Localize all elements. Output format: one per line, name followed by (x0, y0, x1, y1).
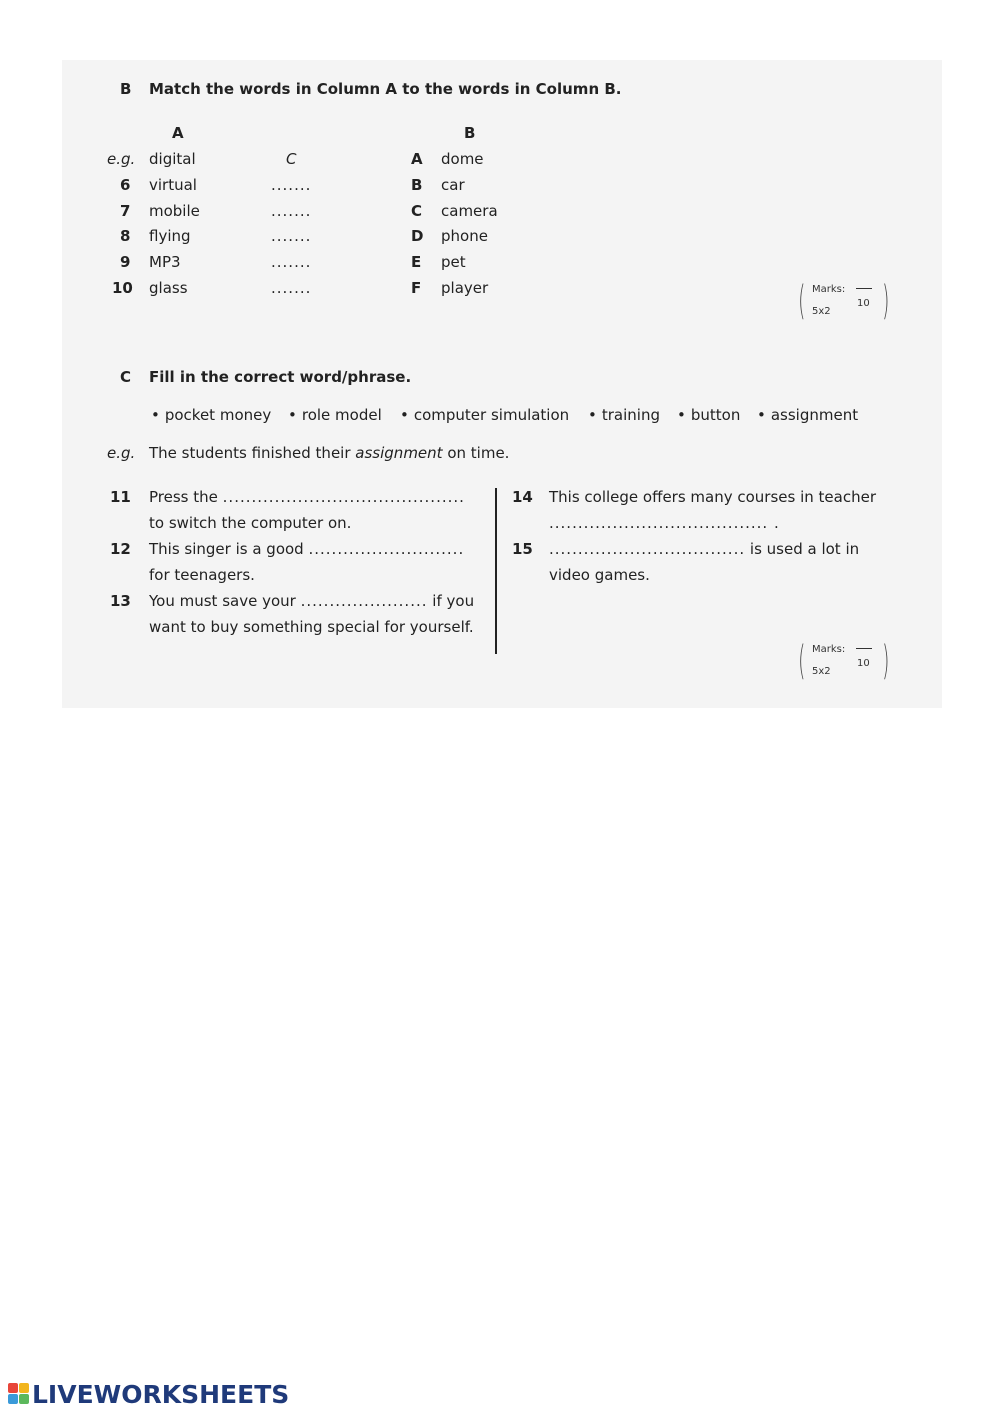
answer-blank[interactable]: ...................................... . (549, 514, 780, 532)
bullet-icon: • (288, 406, 297, 424)
match-row-number: 7 (120, 202, 131, 220)
word-bank-item: • training (588, 406, 660, 424)
marks-denominator: 10 (857, 298, 870, 309)
marks-denominator: 10 (857, 658, 870, 669)
match-word-a: virtual (149, 176, 197, 194)
match-answer-blank[interactable]: ....... (271, 279, 312, 297)
match-word-a: flying (149, 227, 191, 245)
paren-open-icon: ( (798, 278, 806, 324)
paren-open-icon: ( (798, 638, 806, 684)
example-sentence: The students finished their assignment on time. (149, 444, 510, 462)
marks-label: Marks: (812, 284, 846, 295)
match-word-a: glass (149, 279, 188, 297)
word-bank-item: • assignment (757, 406, 859, 424)
section-b-instruction: Match the words in Column A to the words in Column B. (149, 80, 622, 98)
marks-line (856, 648, 872, 649)
question-number: 12 (110, 540, 131, 558)
question-11-line2: to switch the computer on. (149, 514, 352, 532)
paren-close-icon: ) (882, 278, 890, 324)
paren-close-icon: ) (882, 638, 890, 684)
question-13-line1: You must save your ...................... if you (149, 592, 475, 610)
match-word-b: player (441, 279, 489, 297)
word-bank-item: • pocket money (151, 406, 272, 424)
question-15-line1: .................................. is used a lot in (549, 540, 860, 558)
match-b-letter: E (411, 253, 422, 271)
match-b-letter: B (411, 176, 423, 194)
match-word-a: MP3 (149, 253, 181, 271)
word-bank-item: • button (677, 406, 741, 424)
question-12-line1: This singer is a good ........................... (149, 540, 465, 558)
match-b-letter: F (411, 279, 422, 297)
bullet-icon: • (757, 406, 766, 424)
answer-blank[interactable]: ........................... (308, 540, 465, 558)
marks-box-b (798, 280, 888, 328)
brand-name: LIVEWORKSHEETS (32, 1380, 290, 1409)
match-word-b: dome (441, 150, 484, 168)
bullet-icon: • (400, 406, 409, 424)
match-row-number: 10 (112, 279, 133, 297)
match-word-a: mobile (149, 202, 200, 220)
match-row-number: 9 (120, 253, 131, 271)
match-answer-blank[interactable]: ....... (271, 227, 312, 245)
column-divider (495, 488, 497, 654)
question-number: 14 (512, 488, 533, 506)
answer-blank[interactable]: .......................................... (222, 488, 465, 506)
match-word-b: pet (441, 253, 466, 271)
bullet-icon: • (151, 406, 160, 424)
question-11-line1: Press the .......................................... (149, 488, 465, 506)
section-b-letter: B (120, 80, 132, 98)
question-12-line2: for teenagers. (149, 566, 255, 584)
answer-blank[interactable]: .................................. (549, 540, 746, 558)
word-bank-item: • role model (288, 406, 382, 424)
question-number: 11 (110, 488, 131, 506)
question-number: 13 (110, 592, 131, 610)
section-c-letter: C (120, 368, 132, 386)
marks-multiplier: 5x2 (812, 306, 831, 317)
column-a-header: A (172, 124, 184, 142)
match-b-letter: C (411, 202, 423, 220)
match-answer-blank[interactable]: ....... (271, 253, 312, 271)
section-c-instruction: Fill in the correct word/phrase. (149, 368, 412, 386)
answer-blank[interactable]: ...................... (300, 592, 428, 610)
liveworksheets-logo[interactable] (8, 1380, 289, 1410)
match-word-b: camera (441, 202, 498, 220)
bullet-icon: • (588, 406, 597, 424)
match-b-letter: A (411, 150, 423, 168)
match-word-b: car (441, 176, 465, 194)
column-b-header: B (464, 124, 476, 142)
marks-label: Marks: (812, 644, 846, 655)
bullet-icon: • (677, 406, 686, 424)
word-bank-item: • computer simulation (400, 406, 570, 424)
question-14-line1: This college offers many courses in teacher (549, 488, 876, 506)
example-label: e.g. (107, 444, 136, 462)
match-row-number: e.g. (107, 150, 136, 168)
marks-line (856, 288, 872, 289)
match-b-letter: D (411, 227, 424, 245)
match-word-b: phone (441, 227, 488, 245)
question-15-line2: video games. (549, 566, 650, 584)
match-answer: C (286, 150, 297, 168)
question-number: 15 (512, 540, 533, 558)
match-word-a: digital (149, 150, 196, 168)
match-answer-blank[interactable]: ....... (271, 176, 312, 194)
question-13-line2: want to buy something special for yourself. (149, 618, 474, 636)
marks-multiplier: 5x2 (812, 666, 831, 677)
example-answer: assignment (355, 444, 443, 462)
marks-box-c (798, 640, 888, 688)
match-answer-blank[interactable]: ....... (271, 202, 312, 220)
match-row-number: 8 (120, 227, 131, 245)
liveworksheets-icon (8, 1383, 30, 1405)
match-row-number: 6 (120, 176, 131, 194)
